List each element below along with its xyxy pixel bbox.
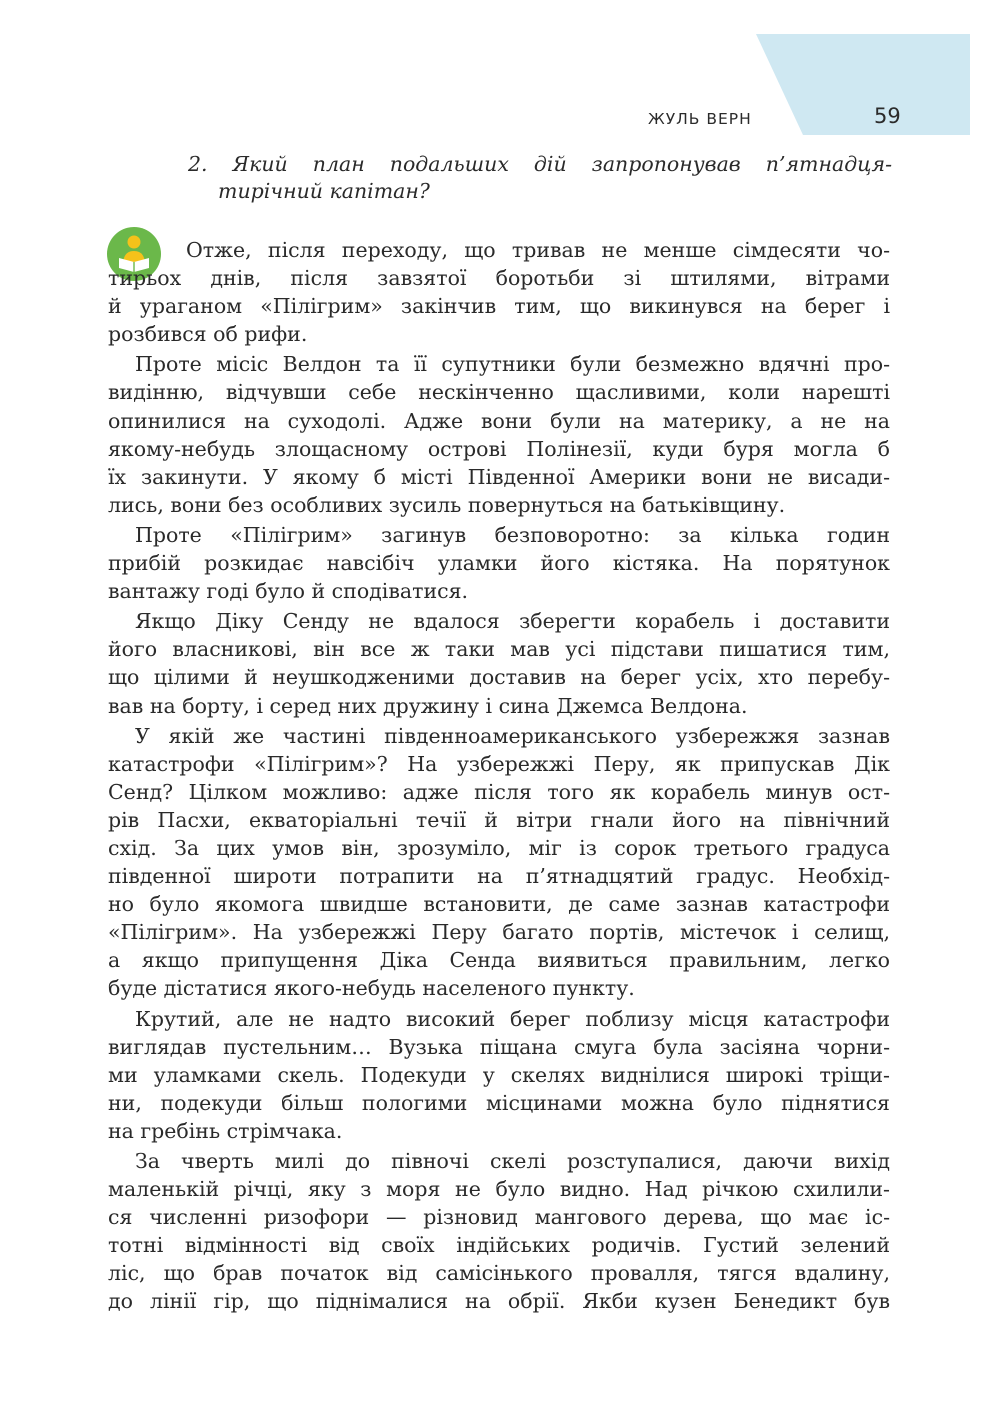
paragraph-2 — [108, 350, 890, 519]
text-line: ни, подекуди більш пологими місцинами можна було піднятися — [108, 1090, 890, 1115]
page-number: 59 — [874, 104, 901, 128]
text-line: їх закинути. У якому б місті Південної Америки вони не висади- — [108, 464, 890, 489]
text-line: виглядав пустельним… Вузька піщана смуга була засіяна чорни- — [108, 1034, 890, 1059]
text-line: За чверть милі до півночі скелі розступалися, даючи вихід — [135, 1149, 890, 1173]
text-line: видінню, відчувши себе нескінченно щасливими, коли нарешті — [108, 380, 890, 405]
text-line: що цілими й неушкодженими доставив на берег усіх, хто перебу- — [108, 665, 890, 690]
main-text — [108, 236, 890, 1316]
question-2 — [188, 151, 892, 205]
text-line: буде дістатися якого-небудь населеного пункту. — [108, 976, 635, 1001]
text-line: схід. За цих умов він, зрозуміло, міг із сорок третього градуса — [108, 835, 890, 860]
text-line: катастрофи «Пілігрим»? На узбережжі Перу, як припускав Дік — [108, 751, 890, 776]
text-line: й ураганом «Пілігрим» закінчив тим, що викинувся на берег і — [108, 294, 890, 319]
text-line: лись, вони без особливих зусиль повернуться на батьківщину. — [108, 492, 786, 517]
text-line: Крутий, але не надто високий берег поблизу місця катастрофи — [135, 1006, 890, 1031]
paragraph-4 — [108, 607, 890, 719]
text-line: но було якомога швидше встановити, де саме зазнав катастрофи — [108, 892, 890, 917]
text-line: на гребінь стрімчака. — [108, 1118, 343, 1143]
text-line: до лінії гір, що піднімалися на обрії. Якби кузен Бенедикт був — [108, 1289, 890, 1314]
text-line: Отже, після переходу, що тривав не менше сімдесяти чо- — [186, 238, 890, 262]
question-line: 2. Який план подальших дій запропонував п’ятнадця- — [188, 152, 892, 176]
text-line: тирьох днів, після завзятої боротьби зі штилями, вітрами — [108, 266, 890, 291]
text-line: його власникові, він все ж таки мав усі підстави пишатися тим, — [108, 637, 890, 662]
text-line: а якщо припущення Діка Сенда виявиться правильним, легко — [108, 948, 890, 973]
text-line: південної широти потрапити на п’ятнадцятий градус. Необхід- — [108, 864, 890, 889]
text-line: маленькій річці, яку з моря не було видно. Над річкою схилили- — [108, 1177, 890, 1202]
text-line: рів Пасхи, екваторіальні течії й вітри гнали його на північний — [108, 807, 890, 832]
text-line: ліс, що брав початок від самісінького провалля, тягся вдалину, — [108, 1261, 890, 1286]
corner-tab-decoration — [756, 34, 970, 135]
paragraph-7 — [108, 1147, 890, 1316]
text-line: опинилися на суходолі. Адже вони були на материку, а не на — [108, 408, 890, 433]
text-line: розбився об рифи. — [108, 322, 308, 347]
text-line: У якій же частині південноамериканського узбережжя зазнав — [135, 723, 890, 748]
paragraph-3 — [108, 521, 890, 605]
running-header: ЖУЛЬ ВЕРН — [648, 110, 752, 128]
text-line: Сенд? Цілком можливо: адже після того як корабель минув ост- — [108, 779, 890, 804]
paragraph-1 — [108, 236, 890, 348]
text-line: тотні відмінності від своїх індійських родичів. Густий зелений — [108, 1233, 890, 1258]
text-line: якому-небудь злощасному острові Полінезії, куди буря могла б — [108, 436, 890, 461]
text-line: Якщо Діку Сенду не вдалося зберегти корабель і доставити — [135, 609, 890, 634]
question-line: тирічний капітан? — [218, 179, 430, 203]
paragraph-6 — [108, 1005, 890, 1145]
text-line: вантажу годі було й сподіватися. — [108, 579, 469, 604]
text-line: прибій розкидає навсібіч уламки його кістяка. На порятунок — [108, 551, 890, 576]
text-line: «Пілігрим». На узбережжі Перу багато портів, містечок і селищ, — [108, 920, 890, 945]
paragraph-5 — [108, 722, 890, 1003]
text-line: ми уламками скель. Подекуди у скелях виднілися широкі тріщи- — [108, 1062, 890, 1087]
text-line: ся численні ризофори — різновид мангового дерева, що має іс- — [108, 1205, 890, 1230]
text-line: Проте місіс Велдон та її супутники були безмежно вдячні про- — [135, 352, 890, 377]
text-line: вав на борту, і серед них дружину і сина Джемса Велдона. — [108, 693, 748, 718]
text-line: Проте «Пілігрим» загинув безповоротно: за кілька годин — [135, 522, 890, 547]
